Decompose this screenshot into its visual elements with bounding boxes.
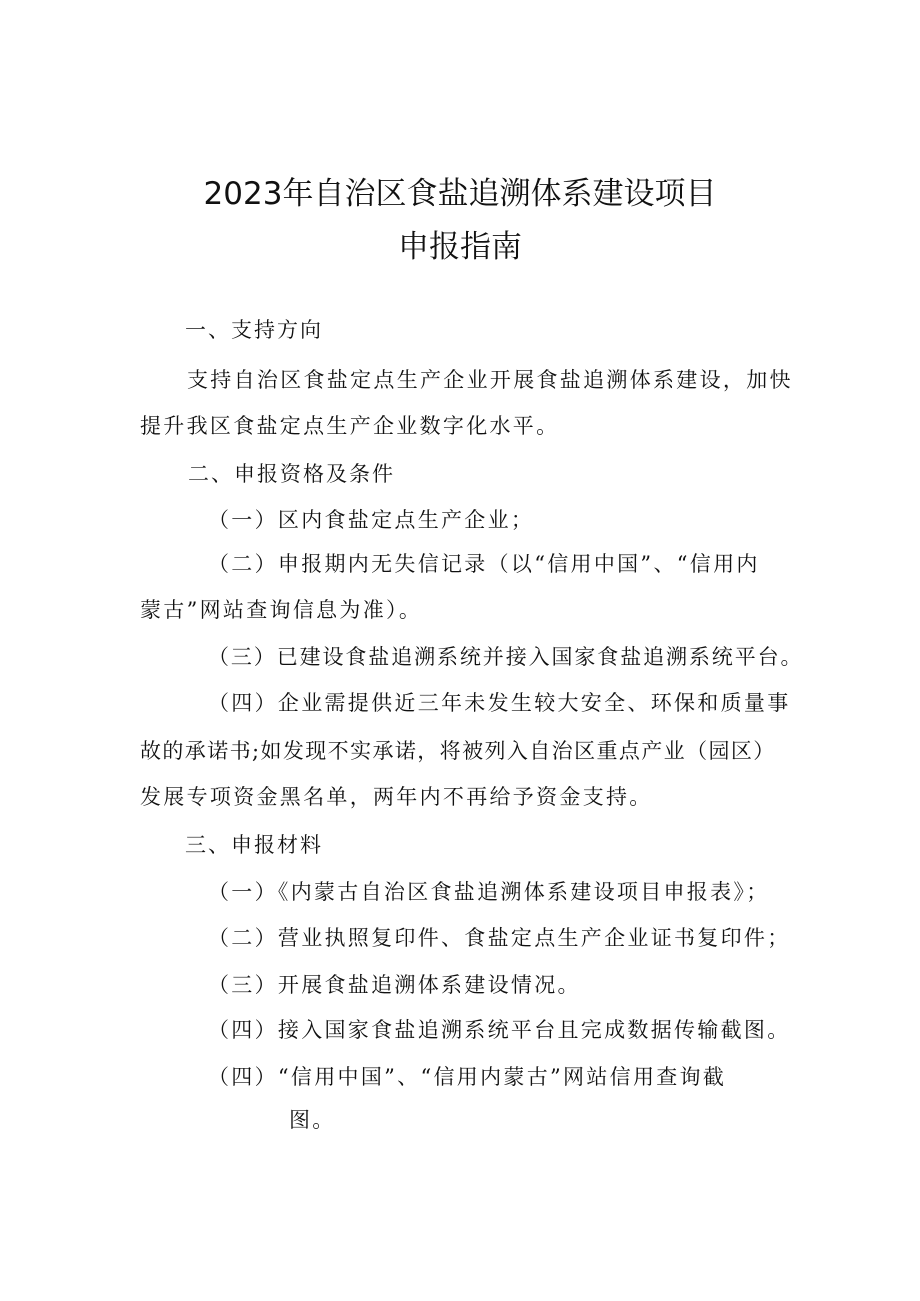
section-heading-materials: 三、申报材料 xyxy=(185,833,323,857)
document-title-line-2: 申报指南 xyxy=(398,229,522,265)
paragraph-line: （二）申报期内无失信记录（以“信用中国”、“信用内 xyxy=(208,552,760,576)
document-title-line-1: 2023年自治区食盐追溯体系建设项目 xyxy=(203,176,717,212)
paragraph-line: （二）营业执照复印件、食盐定点生产企业证书复印件； xyxy=(208,926,791,950)
paragraph-line: （三）已建设食盐追溯系统并接入国家食盐追溯系统平台。 xyxy=(208,645,804,669)
paragraph-line: （四）企业需提供近三年未发生较大安全、环保和质量事 xyxy=(208,691,791,715)
section-heading-eligibility: 二、申报资格及条件 xyxy=(188,462,395,486)
paragraph-line: 故的承诺书;如发现不实承诺，将被列入自治区重点产业（园区） xyxy=(140,739,776,763)
paragraph-line: 提升我区食盐定点生产企业数字化水平。 xyxy=(140,414,560,438)
paragraph-line: 发展专项资金黑名单，两年内不再给予资金支持。 xyxy=(140,785,653,809)
paragraph-line: （三）开展食盐追溯体系建设情况。 xyxy=(208,973,581,997)
section-heading-support: 一、支持方向 xyxy=(185,318,323,342)
paragraph-line: （一）《内蒙古自治区食盐追溯体系建设项目申报表》； xyxy=(208,880,770,904)
paragraph-line: （四）接入国家食盐追溯系统平台且完成数据传输截图。 xyxy=(208,1018,791,1042)
paragraph-line: （四）“信用中国”、“信用内蒙古”网站信用查询截 xyxy=(208,1065,727,1089)
paragraph-line: 图。 xyxy=(289,1108,336,1132)
paragraph-line: 蒙古”网站查询信息为准）。 xyxy=(140,598,423,622)
paragraph-line: 支持自治区食盐定点生产企业开展食盐追溯体系建设，加快 xyxy=(187,368,793,392)
paragraph-line: （一）区内食盐定点生产企业； xyxy=(208,508,535,532)
